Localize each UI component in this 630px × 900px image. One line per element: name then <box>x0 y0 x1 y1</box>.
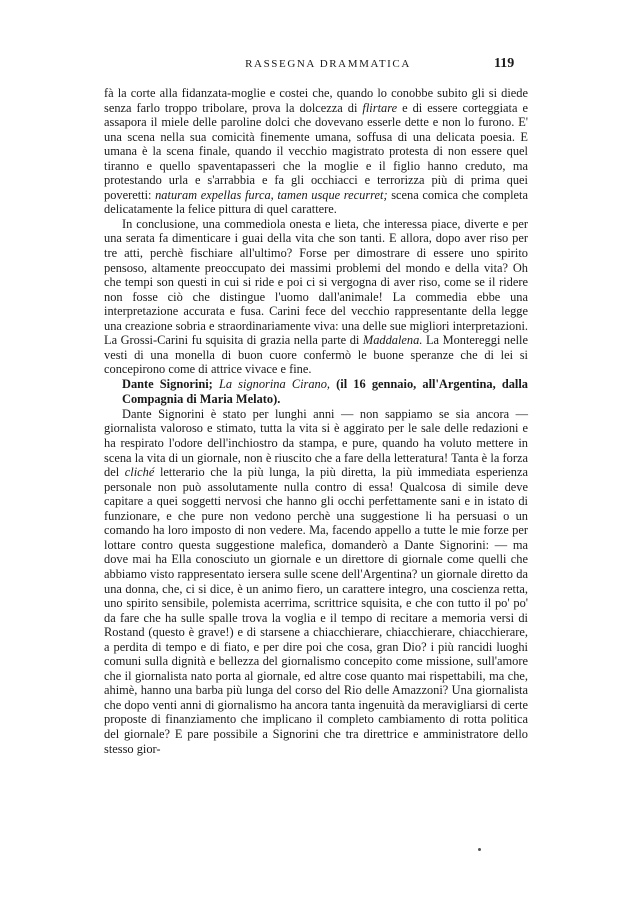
text-run: letterario che la più lunga, la più diretta, la più immediata esperienza personale non può assolutamente nulla contro di essa! Qualcosa di simile deve capitare a quei soggetti nervosi che hanno gli occhi perfettamente sani e in istato di funzionare, e che pure non vedono perchè una suggestione li ha persuasi o un comando ha loro imposto di non vedere. Ma, facendo appello a tutte le mie forze per lottare contro questa suggestione malefica, domanderò a Dante Signorini: — ma dove mai ha Ella conosciuto un giornale e un direttore di giornale come quelli che abbiamo visto rappresentato iersera sulle scene dell'Argentina? un giornale diretto da una donna, che, ci si dice, è un animo fiero, un carattere integro, una coscienza retta, uno spirito sensibile, polemista acerrima, scrittrice squisita, e che con tutto il po' po' da fare che ha sulle spalle trova la voglia e il tempo di recitare a memoria versi di Rostand (questo è grave!) e di starsene a chiacchierare, chiacchierare, chiacchierare, a perdita di tempo e di fiato, e per dire poi che cosa, gran Dio? i più rancidi luoghi comuni sulla dignità e bellezza del giornalismo concepito come missione, sull'amore che il giornalista nato porta al giornale, ed altre cose quanto mai rispettabili, ma che, ahimè, hanno una barba più lunga del corso del Rio delle Amazzoni? Una giornalista che dopo venti anni di giornalismo ha ancora tanta ingenuità da meravigliarsi di certe proposte di finanziamento che implicano il completo cambiamento di rotta politica del giornale? E pare possibile a Signorini che tra direttrice e amministratore dello stesso gior- <box>104 465 528 756</box>
page-number: 119 <box>494 56 515 71</box>
text-run: Dante Signorini è stato per lunghi anni — non sappiamo se sia ancora — giornalista valoroso e stimato, tutta la vita si è aggirato per le sale delle redazioni e ha respirato l'odore dell'inchiostro da stampa, e pure, quando ha voluto mettere in scena la vita di un giornale, non è riuscito che a fare della letteratura! Tanta è la forza del <box>104 406 528 480</box>
paragraph-conclusion <box>104 217 528 377</box>
ink-speck <box>478 848 481 851</box>
text-run: La Montereggi nelle vesti di una monella di buon cuore confermò le buone speranze che di lei si concepirono come di attrice vivace e fine. <box>104 333 528 377</box>
review-play-title: La signorina Cirano, <box>218 376 331 391</box>
text-run: e di essere corteggiata e assapora il miele delle paroline dolci che dovevano esserle dette e non lo furono. E' una scena nella sua comicità finemente umana, soffusa di una delicata poesia. E umana è la scena finale, quando il vecchio magistrato protesta di non essere quel tiranno e quello spaventapasseri che la moglie e il figlio hanno creduto, ma protestando urla e s'arrabbia e fa gli occhiacci e terrorizza più di prima quei poveretti: <box>104 100 528 202</box>
page-body <box>104 86 528 756</box>
italic-role-name: Maddalena. <box>362 333 423 348</box>
paragraph-review-body <box>104 407 528 756</box>
text-run: scena comica che completa delicatamente la felice pittura di quel carattere. <box>104 187 528 217</box>
review-author: Dante Signorini; <box>122 376 213 391</box>
italic-term: flirtare <box>362 100 398 115</box>
text-run: In conclusione, una commediola onesta e lieta, che interessa piace, diverte e per una serata fa dimenticare i guai della vita che son tanti. E allora, dopo aver riso per tre atti, perchè fischiare all'ultimo? Forse per dimostrare di essere uno spirito pensoso, altamente preoccupato dei massimi problemi del mondo e della vita? Oh che tempi son questi in cui si ride e poi ci si vergogna di aver riso, come se il ridere non fosse ciò che distingue l'uomo dall'animale! La commedia ebbe una interpretazione accurata e fusa. Carini fece del vecchio rappresentante della legge una creazione sobria e straordinariamente viva: una delle sue migliori interpretazioni. La Grossi-Carini fu squisita di grazia nella parte di <box>104 216 528 348</box>
latin-quote: naturam expellas furca, tamen usque recurret; <box>155 187 388 202</box>
text-run: fà la corte alla fidanzata-moglie e costei che, quando lo conobbe subito gli si diede senza farlo troppo tribolare, prova la dolcezza di <box>104 86 528 115</box>
running-title: RASSEGNA DRAMMATICA <box>245 58 411 70</box>
italic-term: cliché <box>124 465 155 480</box>
review-details: (il 16 gennaio, all'Argentina, dalla Compagnia di Maria Melato). <box>122 376 528 406</box>
review-heading <box>104 377 528 407</box>
paragraph-continuation <box>104 86 528 217</box>
